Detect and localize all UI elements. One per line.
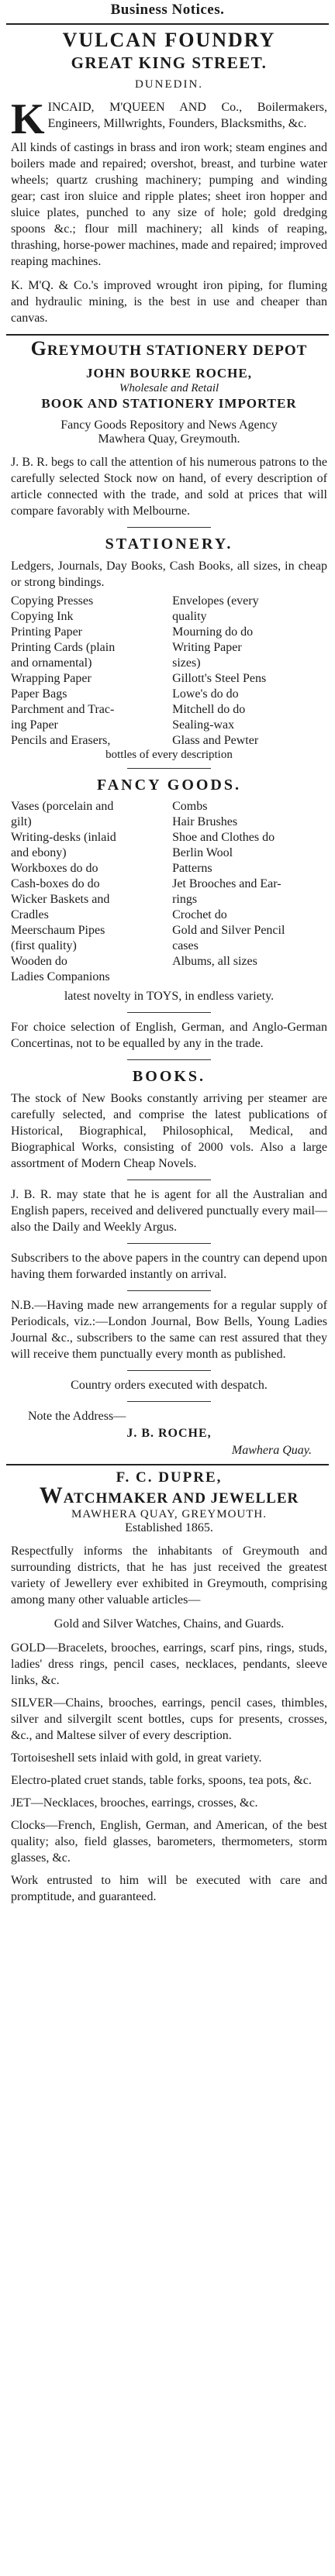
books-paragraph: The stock of New Books constantly arriving per steamer are carefully selected, and comprise the latest publications of Historical, Biographical, Philosophical, Medical, and Biographical Works, consisting of 2000 vols. Also a large assortment of Modern Cheap Novels. bbox=[11, 1092, 327, 1170]
fancy-goods-title: FANCY GOODS. bbox=[97, 777, 241, 794]
dupre-established: Established 1865. bbox=[125, 1521, 213, 1534]
stationery-item-right: Writing Paper bbox=[172, 641, 242, 654]
fancy-goods-row bbox=[11, 892, 327, 907]
stationery-row bbox=[11, 687, 327, 702]
dupre-repairs: Work entrusted to him will be executed with care and promptitude, and guaranteed. bbox=[11, 1874, 327, 1903]
fancy-goods-item-left: (first quality) bbox=[11, 939, 77, 952]
divider bbox=[6, 334, 329, 336]
fancy-goods-item-right: Albums, all sizes bbox=[172, 955, 257, 968]
stationery-item-left: Copying Ink bbox=[11, 610, 74, 623]
vulcan-name: VULCAN FOUNDRY bbox=[62, 29, 276, 51]
stationery-item-left: Pencils and Erasers, bbox=[11, 734, 111, 747]
greymouth-dropcap: G bbox=[30, 337, 47, 360]
stationery-item-left: Copying Presses bbox=[11, 594, 94, 608]
divider bbox=[127, 1012, 211, 1013]
stationery-item-right: Glass and Pewter bbox=[172, 734, 259, 747]
stationery-row bbox=[11, 640, 327, 656]
greymouth-advert bbox=[0, 339, 335, 1459]
fancy-goods-item-left: Writing-desks (inlaid bbox=[11, 831, 116, 844]
dupre-clocks: Clocks—French, English, German, and American, of the best quality; also, field glasses, barometers, thermometers, storm glasses, &c. bbox=[11, 1819, 327, 1865]
greymouth-sub1: Fancy Goods Repository and News Agency bbox=[60, 418, 278, 432]
dupre-paragraph-1: Respectfully informs the inhabitants of Greymouth and surrounding districts, that he has just received the greatest variety of Jewellery ever exhibited in Greymouth, comprising among many other valuable articles— bbox=[11, 1545, 327, 1607]
dupre-electro: Electro-plated cruet stands, table forks, spoons, tea pots, &c. bbox=[11, 1774, 312, 1787]
dupre-gold: GOLD—Bracelets, brooches, earrings, scarf pins, rings, studs, ladies' dress rings, pencil cases, necklaces, pendants, sleeve links, &c. bbox=[11, 1641, 327, 1687]
vulcan-firm-text: INCAID, M'QUEEN AND Co., Boilermakers, Engineers, Millwrights, Founders, Blacksmiths, &c. bbox=[47, 101, 327, 130]
stationery-item-right: Mitchell do do bbox=[172, 703, 246, 716]
fancy-goods-item-right: Shoe and Clothes do bbox=[172, 831, 275, 844]
fancy-goods-item-left: Vases (porcelain and bbox=[11, 800, 114, 813]
stationery-row bbox=[11, 594, 327, 609]
dupre-tortoiseshell: Tortoiseshell sets inlaid with gold, in great variety. bbox=[11, 1751, 262, 1765]
nb-paragraph: N.B.—Having made new arrangements for a regular supply of Periodicals, viz.:—London Journal, Bow Bells, Young Ladies Journal &c., subscribers to the same can rest assured that they will receive them punctually every month as published. bbox=[11, 1299, 327, 1361]
stationery-row bbox=[11, 733, 327, 749]
stationery-item-right: quality bbox=[172, 610, 207, 623]
greymouth-kind: Wholesale and Retail bbox=[119, 382, 219, 394]
fancy-goods-row bbox=[11, 799, 327, 814]
fancy-goods-item-left: and ebony) bbox=[11, 846, 67, 859]
stationery-item-right: Sealing-wax bbox=[172, 718, 235, 732]
stationery-item-right: Gillott's Steel Pens bbox=[172, 672, 267, 685]
fancy-goods-row bbox=[11, 923, 327, 938]
vulcan-advert bbox=[0, 29, 335, 326]
dupre-name: F. C. DUPRE, bbox=[116, 1469, 223, 1486]
agent-paragraph: J. B. R. may state that he is agent for all the Australian and English papers, received and delivered punctually every mail—also the Daily and Weekly Argus. bbox=[11, 1188, 327, 1234]
subscribers-paragraph: Subscribers to the above papers in the country can depend upon having them forwarded instantly on arrival. bbox=[11, 1252, 327, 1281]
fancy-goods-item-right: rings bbox=[172, 893, 198, 906]
divider bbox=[127, 768, 211, 769]
dupre-title bbox=[11, 1483, 327, 1508]
fancy-goods-item-right: Jet Brooches and Ear- bbox=[172, 877, 281, 890]
page-title: Business Notices. bbox=[110, 2, 225, 18]
fancy-goods-item-left: Cash-boxes do do bbox=[11, 877, 100, 890]
fancy-goods-item-right: Berlin Wool bbox=[172, 846, 233, 859]
stationery-row bbox=[11, 656, 327, 671]
stationery-item-left: Wrapping Paper bbox=[11, 672, 92, 685]
divider bbox=[127, 1243, 211, 1244]
stationery-intro: Ledgers, Journals, Day Books, Cash Books, all sizes, in cheap or strong bindings. bbox=[11, 560, 327, 589]
dupre-advert bbox=[0, 1469, 335, 1905]
country-orders: Country orders executed with despatch. bbox=[71, 1379, 268, 1392]
note-address-name: J. B. ROCHE, bbox=[126, 1427, 212, 1440]
divider bbox=[6, 23, 329, 25]
fancy-goods-item-left: Meerschaum Pipes bbox=[11, 924, 105, 937]
fancy-goods-item-right: cases bbox=[172, 939, 199, 952]
stationery-title: STATIONERY. bbox=[105, 536, 233, 553]
greymouth-paragraph-1: J. B. R. begs to call the attention of his numerous patrons to the carefully selected Stock now on hand, of every description of article connected with the trade, and sold at prices that will compare favorably with Melbourne. bbox=[11, 456, 327, 518]
divider bbox=[127, 527, 211, 528]
stationery-item-right: Mourning do do bbox=[172, 625, 254, 639]
stationery-item-right: Envelopes (every bbox=[172, 594, 259, 608]
stationery-item-left: Paper Bags bbox=[11, 687, 67, 701]
fancy-goods-item-left: Wicker Baskets and bbox=[11, 893, 110, 906]
vulcan-firm bbox=[11, 95, 327, 143]
stationery-item-left: and ornamental) bbox=[11, 656, 92, 670]
fancy-goods-item-left: gilt) bbox=[11, 815, 32, 828]
stationery-item-left: Parchment and Trac- bbox=[11, 703, 115, 716]
dupre-jet: JET—Necklaces, brooches, earrings, crosses, &c. bbox=[11, 1796, 258, 1810]
stationery-row bbox=[11, 609, 327, 625]
greymouth-title-text: REYMOUTH STATIONERY DEPOT bbox=[47, 343, 308, 359]
stationery-row bbox=[11, 702, 327, 718]
note-address-place: Mawhera Quay. bbox=[231, 1444, 312, 1457]
fancy-goods-row bbox=[11, 814, 327, 830]
divider bbox=[6, 1464, 329, 1465]
stationery-item-left: Printing Paper bbox=[11, 625, 82, 639]
fancy-goods-row bbox=[11, 830, 327, 845]
divider bbox=[127, 1059, 211, 1060]
note-address-label: Note the Address— bbox=[28, 1410, 126, 1423]
fancy-goods-row bbox=[11, 876, 327, 892]
dupre-dropcap: W bbox=[39, 1483, 64, 1508]
divider bbox=[127, 1290, 211, 1291]
fancy-goods-item-left: Cradles bbox=[11, 908, 49, 921]
dupre-goods-title: Gold and Silver Watches, Chains, and Guards. bbox=[54, 1617, 285, 1631]
fancy-goods-item-left: Ladies Companions bbox=[11, 970, 110, 983]
vulcan-paragraph-2: K. M'Q. & Co.'s improved wrought iron piping, for fluming and hydraulic mining, is the best in use and cheaper than canvas. bbox=[11, 279, 327, 325]
fancy-tail: latest novelty in TOYS, in endless variety. bbox=[64, 990, 275, 1003]
dupre-silver: SILVER—Chains, brooches, earrings, pencil cases, thimbles, silver and silvergilt scent bottles, cups for presents, crosses, &c., and Maltese silver of every description. bbox=[11, 1696, 327, 1742]
concertina-paragraph: For choice selection of English, German, and Anglo-German Concertinas, not to be equalled by any in the trade. bbox=[11, 1021, 327, 1050]
fancy-goods-item-left: Workboxes do do bbox=[11, 862, 98, 875]
stationery-item-right: Lowe's do do bbox=[172, 687, 239, 701]
greymouth-title bbox=[11, 339, 327, 360]
stationery-item-left: Printing Cards (plain bbox=[11, 641, 116, 654]
divider bbox=[127, 1401, 211, 1402]
greymouth-sub2: Mawhera Quay, Greymouth. bbox=[98, 432, 240, 446]
dupre-title-text: ATCHMAKER AND JEWELLER bbox=[63, 1490, 299, 1507]
stationery-row bbox=[11, 625, 327, 640]
fancy-goods-item-right: Combs bbox=[172, 800, 208, 813]
fancy-goods-row bbox=[11, 907, 327, 923]
fancy-goods-item-right: Crochet do bbox=[172, 908, 227, 921]
fancy-goods-item-right bbox=[172, 969, 327, 985]
fancy-goods-item-right: Patterns bbox=[172, 862, 212, 875]
fancy-goods-list bbox=[11, 799, 327, 985]
stationery-tail: bottles of every description bbox=[105, 749, 233, 761]
vulcan-city: DUNEDIN. bbox=[134, 78, 204, 91]
fancy-goods-row bbox=[11, 861, 327, 876]
fancy-goods-item-right: Hair Brushes bbox=[172, 815, 238, 828]
vulcan-street: GREAT KING STREET. bbox=[71, 53, 268, 72]
books-title: BOOKS. bbox=[132, 1068, 206, 1085]
fancy-goods-item-right: Gold and Silver Pencil bbox=[172, 924, 285, 937]
fancy-goods-row bbox=[11, 969, 327, 985]
greymouth-owner: JOHN BOURKE ROCHE, bbox=[86, 366, 252, 381]
fancy-goods-row bbox=[11, 938, 327, 954]
stationery-row bbox=[11, 671, 327, 687]
divider bbox=[127, 1370, 211, 1371]
fancy-goods-item-left: Wooden do bbox=[11, 955, 67, 968]
stationery-list bbox=[11, 594, 327, 749]
stationery-item-right: sizes) bbox=[172, 656, 201, 670]
vulcan-dropcap: K bbox=[11, 95, 45, 143]
fancy-goods-row bbox=[11, 954, 327, 969]
greymouth-line: BOOK AND STATIONERY IMPORTER bbox=[41, 396, 297, 411]
fancy-goods-row bbox=[11, 845, 327, 861]
stationery-row bbox=[11, 718, 327, 733]
stationery-item-left: ing Paper bbox=[11, 718, 58, 732]
vulcan-paragraph-1: All kinds of castings in brass and iron work; steam engines and boilers made and repaired; overshot, breast, and turbine water wheels; quartz crushing machinery; pumping and winding gear; cast iron sluice and ripple plates; sheet iron hopper and sluice plates, punched to any size of hole; gold dredging spoons &c.; flour mill machinery; all kinds of reaping, thrashing, horse-power machines, made and repaired; improved reaping machines. bbox=[11, 141, 327, 268]
dupre-address: MAWHERA QUAY, GREYMOUTH. bbox=[71, 1508, 267, 1520]
